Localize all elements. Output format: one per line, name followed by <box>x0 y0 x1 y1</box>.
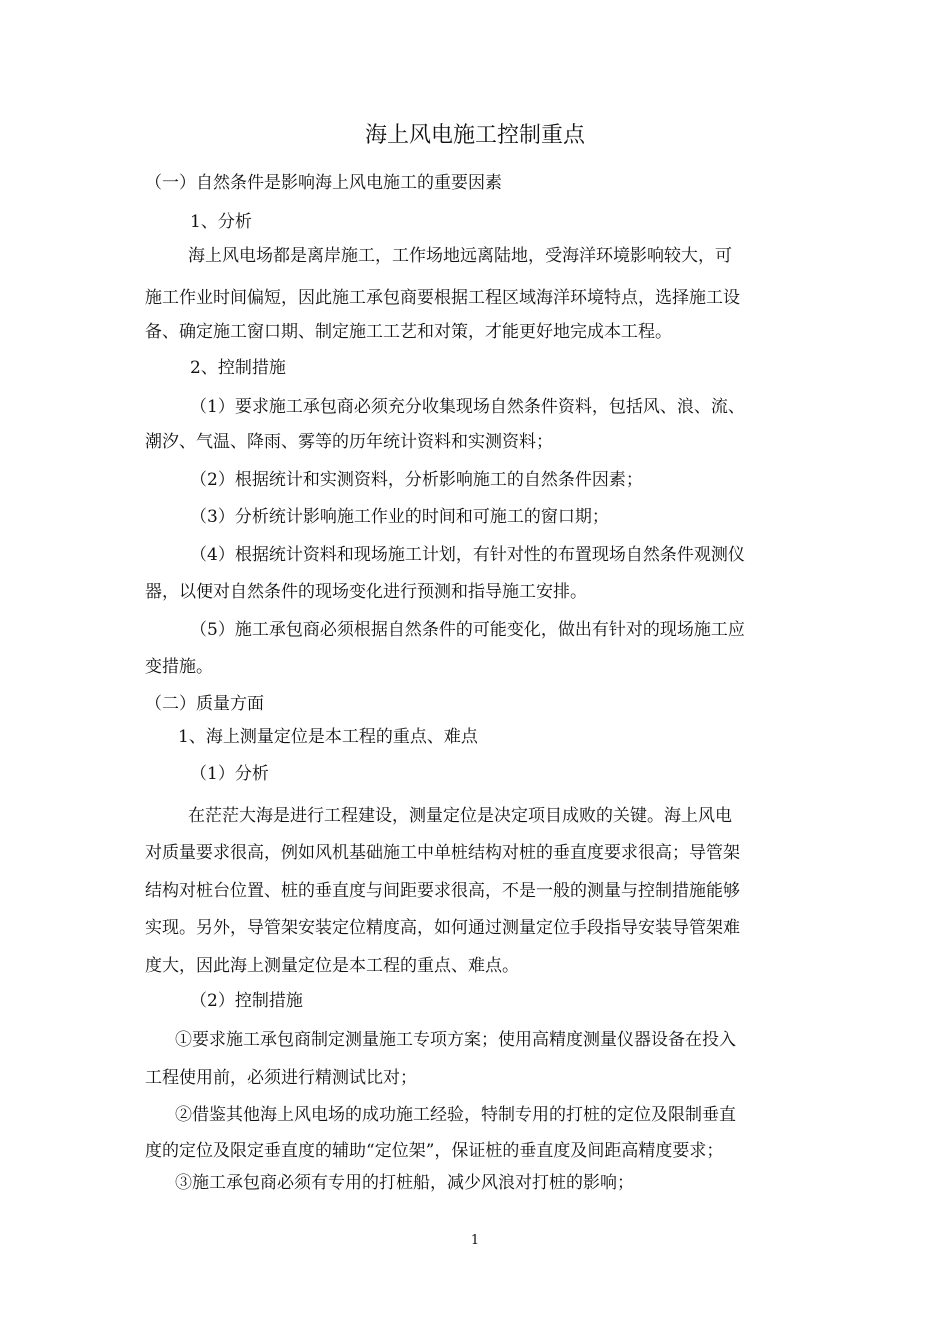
subheading-survey-positioning: 1、海上测量定位是本工程的重点、难点 <box>178 727 478 747</box>
paragraph-line: 度大，因此海上测量定位是本工程的重点、难点。 <box>145 956 519 976</box>
list-item-circled-2: ②借鉴其他海上风电场的成功施工经验，特制专用的打桩的定位及限制垂直 <box>175 1105 736 1125</box>
section-heading-natural-conditions: （一）自然条件是影响海上风电施工的重要因素 <box>145 173 502 193</box>
list-item-measure-2: （2）根据统计和实测资料，分析影响施工的自然条件因素； <box>190 470 643 490</box>
subheading-control-measures-2: （2）控制措施 <box>190 991 303 1011</box>
list-item-measure-1-cont: 潮汐、气温、降雨、雾等的历年统计资料和实测资料； <box>145 432 553 452</box>
paragraph-line: 海上风电场都是离岸施工，工作场地远离陆地，受海洋环境影响较大，可 <box>188 246 732 266</box>
subheading-analysis-1: 1、分析 <box>190 212 252 232</box>
paragraph-line: 施工作业时间偏短，因此施工承包商要根据工程区域海洋环境特点，选择施工设 <box>145 288 740 308</box>
list-item-measure-4-cont: 器，以便对自然条件的现场变化进行预测和指导施工安排。 <box>145 582 587 602</box>
paragraph-line: 在茫茫大海是进行工程建设，测量定位是决定项目成败的关键。海上风电 <box>188 806 732 826</box>
list-item-measure-3: （3）分析统计影响施工作业的时间和可施工的窗口期； <box>190 507 609 527</box>
list-item-measure-5: （5）施工承包商必须根据自然条件的可能变化，做出有针对的现场施工应 <box>190 620 745 640</box>
paragraph-line: 结构对桩台位置、桩的垂直度与间距要求很高，不是一般的测量与控制措施能够 <box>145 881 740 901</box>
section-heading-quality: （二）质量方面 <box>145 694 264 714</box>
paragraph-line: 实现。另外，导管架安装定位精度高，如何通过测量定位手段指导安装导管架难 <box>145 918 740 938</box>
document-title: 海上风电施工控制重点 <box>364 123 585 148</box>
paragraph-line: 备、确定施工窗口期、制定施工工艺和对策，才能更好地完成本工程。 <box>145 322 672 342</box>
list-item-circled-1: ①要求施工承包商制定测量施工专项方案；使用高精度测量仪器设备在投入 <box>175 1030 736 1050</box>
subheading-control-measures-1: 2、控制措施 <box>190 358 286 378</box>
list-item-measure-1: （1）要求施工承包商必须充分收集现场自然条件资料，包括风、浪、流、 <box>190 397 745 417</box>
list-item-measure-5-cont: 变措施。 <box>145 657 213 677</box>
subheading-analysis-2: （1）分析 <box>190 764 269 784</box>
paragraph-line: 对质量要求很高，例如风机基础施工中单桩结构对桩的垂直度要求很高；导管架 <box>145 843 740 863</box>
page-number: 1 <box>470 1233 480 1248</box>
list-item-circled-3: ③施工承包商必须有专用的打桩船，减少风浪对打桩的影响； <box>175 1173 634 1193</box>
list-item-circled-1-cont: 工程使用前，必须进行精测试比对； <box>145 1068 417 1088</box>
list-item-measure-4: （4）根据统计资料和现场施工计划，有针对性的布置现场自然条件观测仪 <box>190 545 745 565</box>
list-item-circled-2-cont: 度的定位及限定垂直度的辅助“定位架”，保证桩的垂直度及间距高精度要求； <box>145 1141 724 1161</box>
